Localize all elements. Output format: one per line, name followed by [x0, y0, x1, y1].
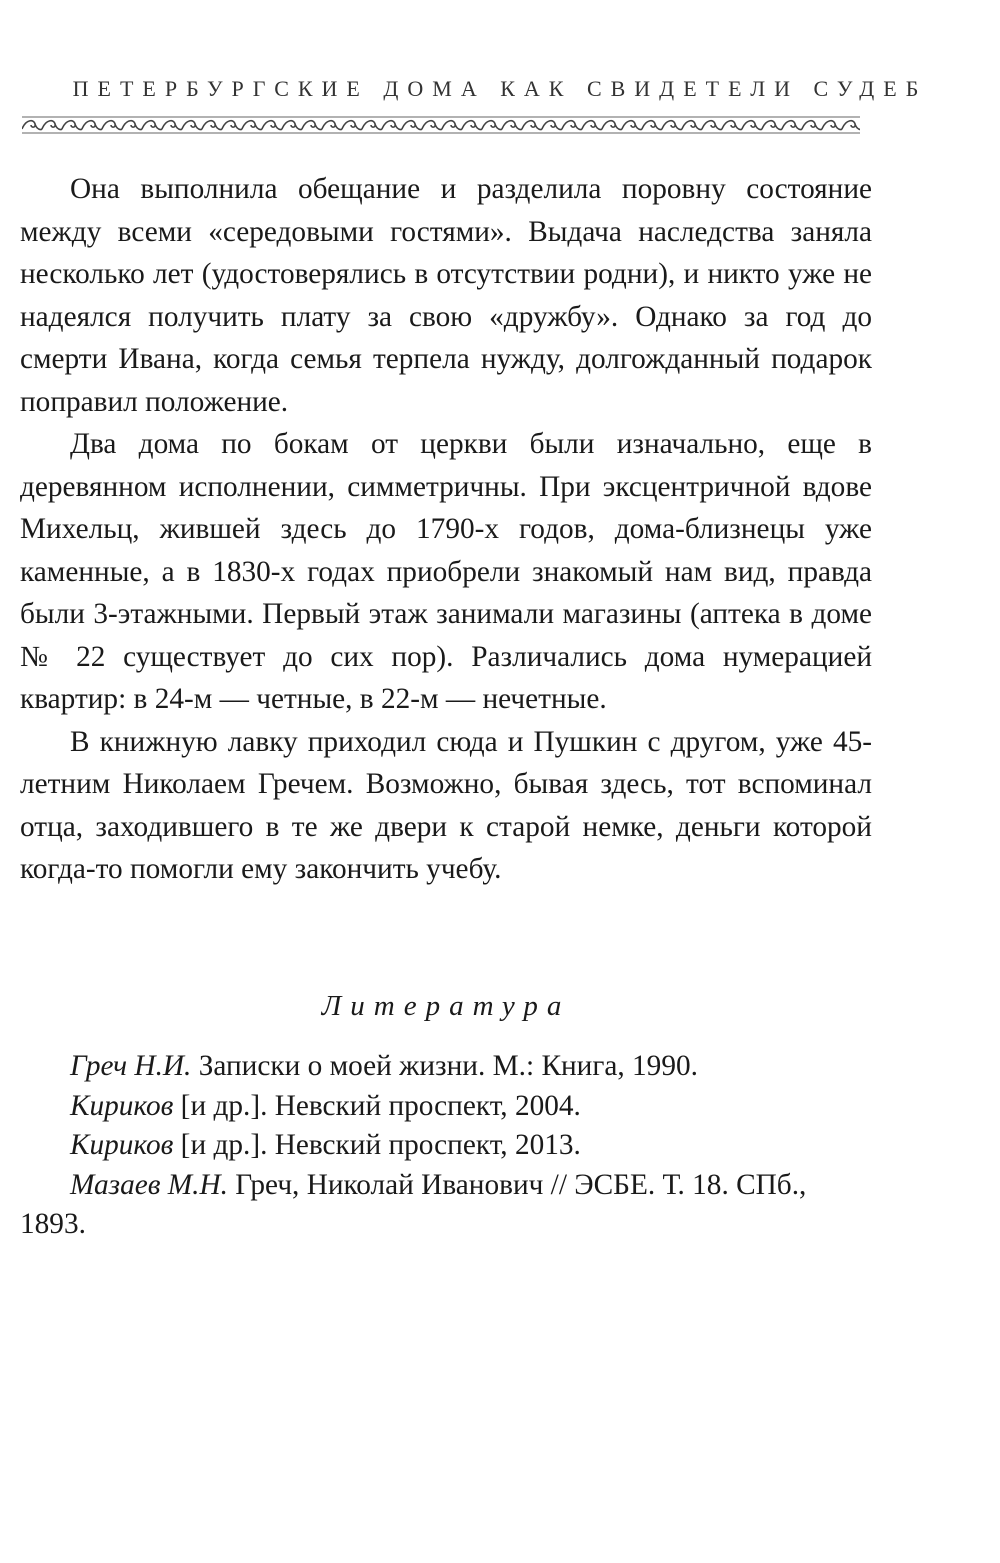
literature-heading: Литература: [321, 990, 571, 1022]
reference-author: Греч Н.И.: [70, 1050, 192, 1082]
paragraph: Два дома по бокам от церкви были изначально, еще в деревянном исполнении, симметричны. При эксцентричной вдове Михельц, жившей здесь до 1790-х годов, дома-близнецы уже каменные, а в 1830-х годах приобрели знакомый нам вид, правда были 3-этажными. Первый этаж занимали магазины (аптека в доме № 22 существует до сих пор). Различались дома нумерацией квартир: в 24-м — четные, в 22-м — нечетные.: [20, 428, 872, 715]
decorative-ornament-rule: [22, 115, 860, 135]
running-head: ПЕТЕРБУРГСКИЕ ДОМА КАК СВИДЕТЕЛИ СУДЕБ: [72, 76, 928, 101]
reference-entry: [20, 1126, 872, 1166]
reference-entry: [20, 1047, 872, 1087]
reference-text: Греч, Николай Иванович // ЭСБЕ. Т. 18. СПб., 1893.: [20, 1168, 807, 1240]
literature-list: [20, 1047, 872, 1245]
main-text: [20, 168, 872, 891]
paragraph: Она выполнила обещание и разделила поровну состояние между всеми «середовыми гостями». Выдача наследства заняла несколько лет (удостоверялись в отсутствии родни), и никто уже не надеялся получить плату за свою «дружбу». Однако за год до смерти Ивана, когда семья терпела нужду, долгожданный подарок поправил положение.: [20, 173, 872, 418]
reference-text: [и др.]. Невский проспект, 2013.: [173, 1129, 581, 1161]
reference-author: Мазаев М.Н.: [70, 1168, 228, 1201]
reference-entry: [20, 1166, 872, 1245]
reference-author: Кириков: [70, 1089, 174, 1122]
reference-text: [и др.]. Невский проспект, 2004.: [173, 1089, 581, 1122]
paragraph: В книжную лавку приходил сюда и Пушкин с другом, уже 45-летним Николаем Гречем. Возможно, бывая здесь, тот вспоминал отца, заходившего в те же двери к старой немке, деньги которой когда-то помогли ему закончить учебу.: [20, 725, 872, 885]
reference-text: Записки о моей жизни. М.: Книга, 1990.: [191, 1050, 698, 1082]
reference-author: Кириков: [70, 1129, 174, 1161]
reference-entry: [20, 1087, 872, 1127]
